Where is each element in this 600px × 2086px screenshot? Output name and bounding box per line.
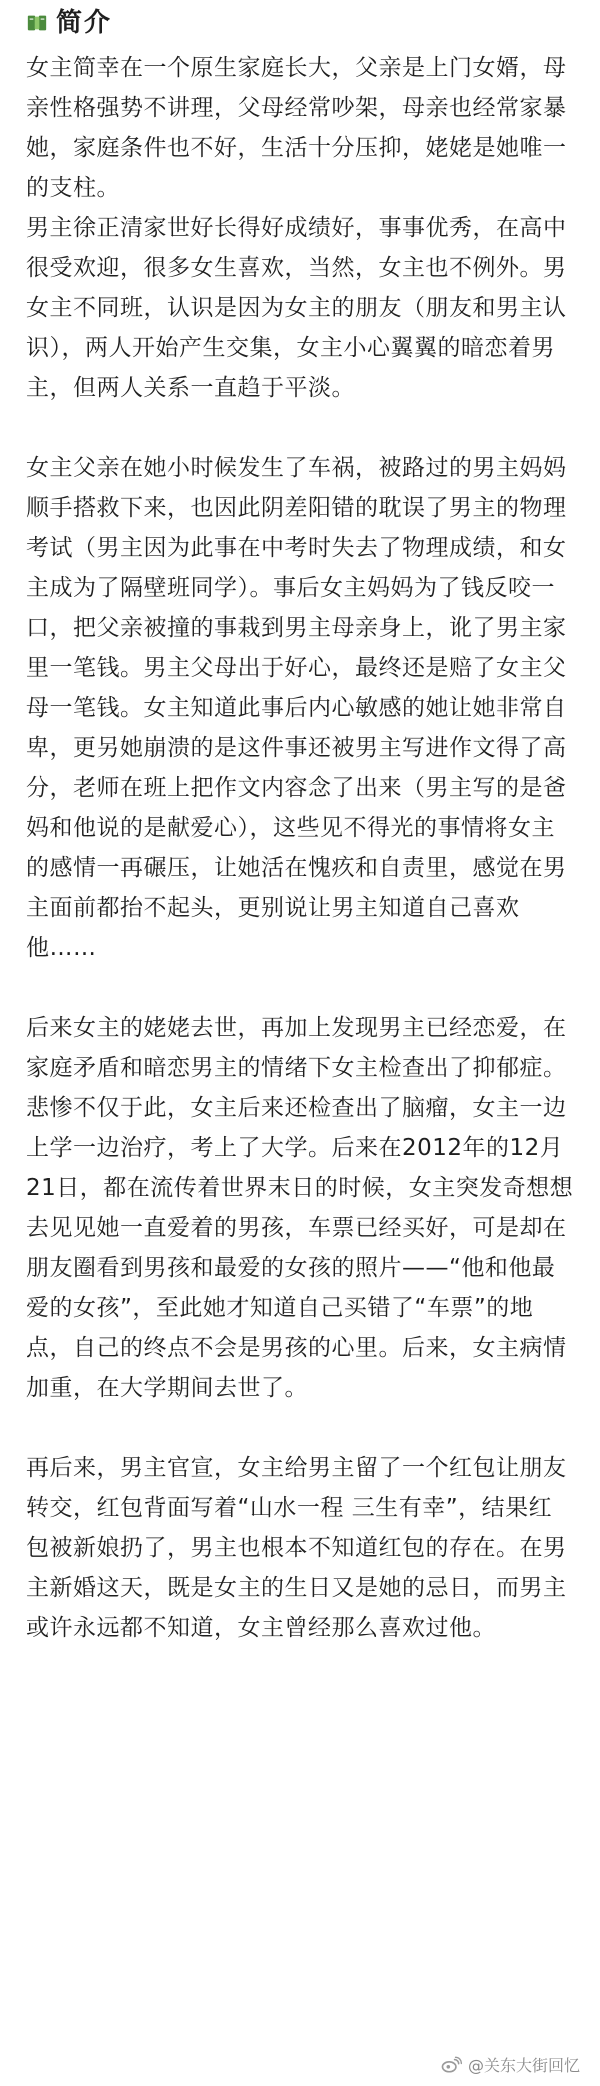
paragraph-1: 女主简幸在一个原生家庭长大，父亲是上门女婿，母亲性格强势不讲理，父母经常吵架，母亲也经常家暴她，家庭条件也不好，生活十分压抑，姥姥是她唯一的支柱。 <box>26 55 567 201</box>
paragraph-2: 男主徐正清家世好长得好成绩好，事事优秀，在高中很受欢迎，很多女生喜欢，当然，女主也不例外。男女主不同班，认识是因为女主的朋友（朋友和男主认识），两人开始产生交集，女主小心翼翼的暗恋着男主，但两人关系一直趋于平淡。 <box>26 215 567 401</box>
paragraph-3: 女主父亲在她小时候发生了车祸，被路过的男主妈妈顺手搭救下来，也因此阴差阳错的耽误了男主的物理考试（男主因为此事在中考时失去了物理成绩，和女主成为了隔壁班同学）。事后女主妈妈为了钱反咬一口，把父亲被撞的事栽到男主母亲身上，讹了男主家里一笔钱。男主父母出于好心，最终还是赔了女主父母一笔钱。女主知道此事后内心敏感的她让她非常自卑，更另她崩溃的是这件事还被男主写进作文得了高分，老师在班上把作文内容念了出来（男主写的是爸妈和他说的是献爱心），这些见不得光的事情将女主的感情一再碾压，让她活在愧疚和自责里，感觉在男主面前都抬不起头，更别说让男主知道自己喜欢他…… <box>26 455 567 961</box>
paragraph-gap <box>26 1408 574 1448</box>
section-header <box>26 6 574 40</box>
watermark-text: @关东大街回忆 <box>467 2056 580 2075</box>
paragraph-gap <box>26 408 574 448</box>
page-title: 简介 <box>56 8 113 38</box>
paragraph-5: 再后来，男主官宣，女主给男主留了一个红包让朋友转交，红包背面写着“山水一程 三生有幸”，结果红包被新娘扔了，男主也根本不知道红包的存在。在男主新婚这天，既是女主的生日又是她的忌日，而男主或许永远都不知道，女主曾经那么喜欢过他。 <box>26 1455 567 1641</box>
weibo-watermark <box>434 2051 586 2078</box>
article-body <box>26 48 574 1648</box>
paragraph-4: 后来女主的姥姥去世，再加上发现男主已经恋爱，在家庭矛盾和暗恋男主的情绪下女主检查出了抑郁症。悲惨不仅于此，女主后来还检查出了脑瘤，女主一边上学一边治疗，考上了大学。后来在2012年的12月21日，都在流传着世界末日的时候，女主突发奇想想去见见她一直爱着的男孩，车票已经买好，可是却在朋友圈看到男孩和最爱的女孩的照片——“他和他最爱的女孩”，至此她才知道自己买错了“车票”的地点，自己的终点不会是男孩的心里。后来，女主病情加重，在大学期间去世了。 <box>26 1015 574 1401</box>
weibo-icon <box>440 2056 462 2074</box>
paragraph-gap <box>26 968 574 1008</box>
book-icon <box>26 12 48 34</box>
